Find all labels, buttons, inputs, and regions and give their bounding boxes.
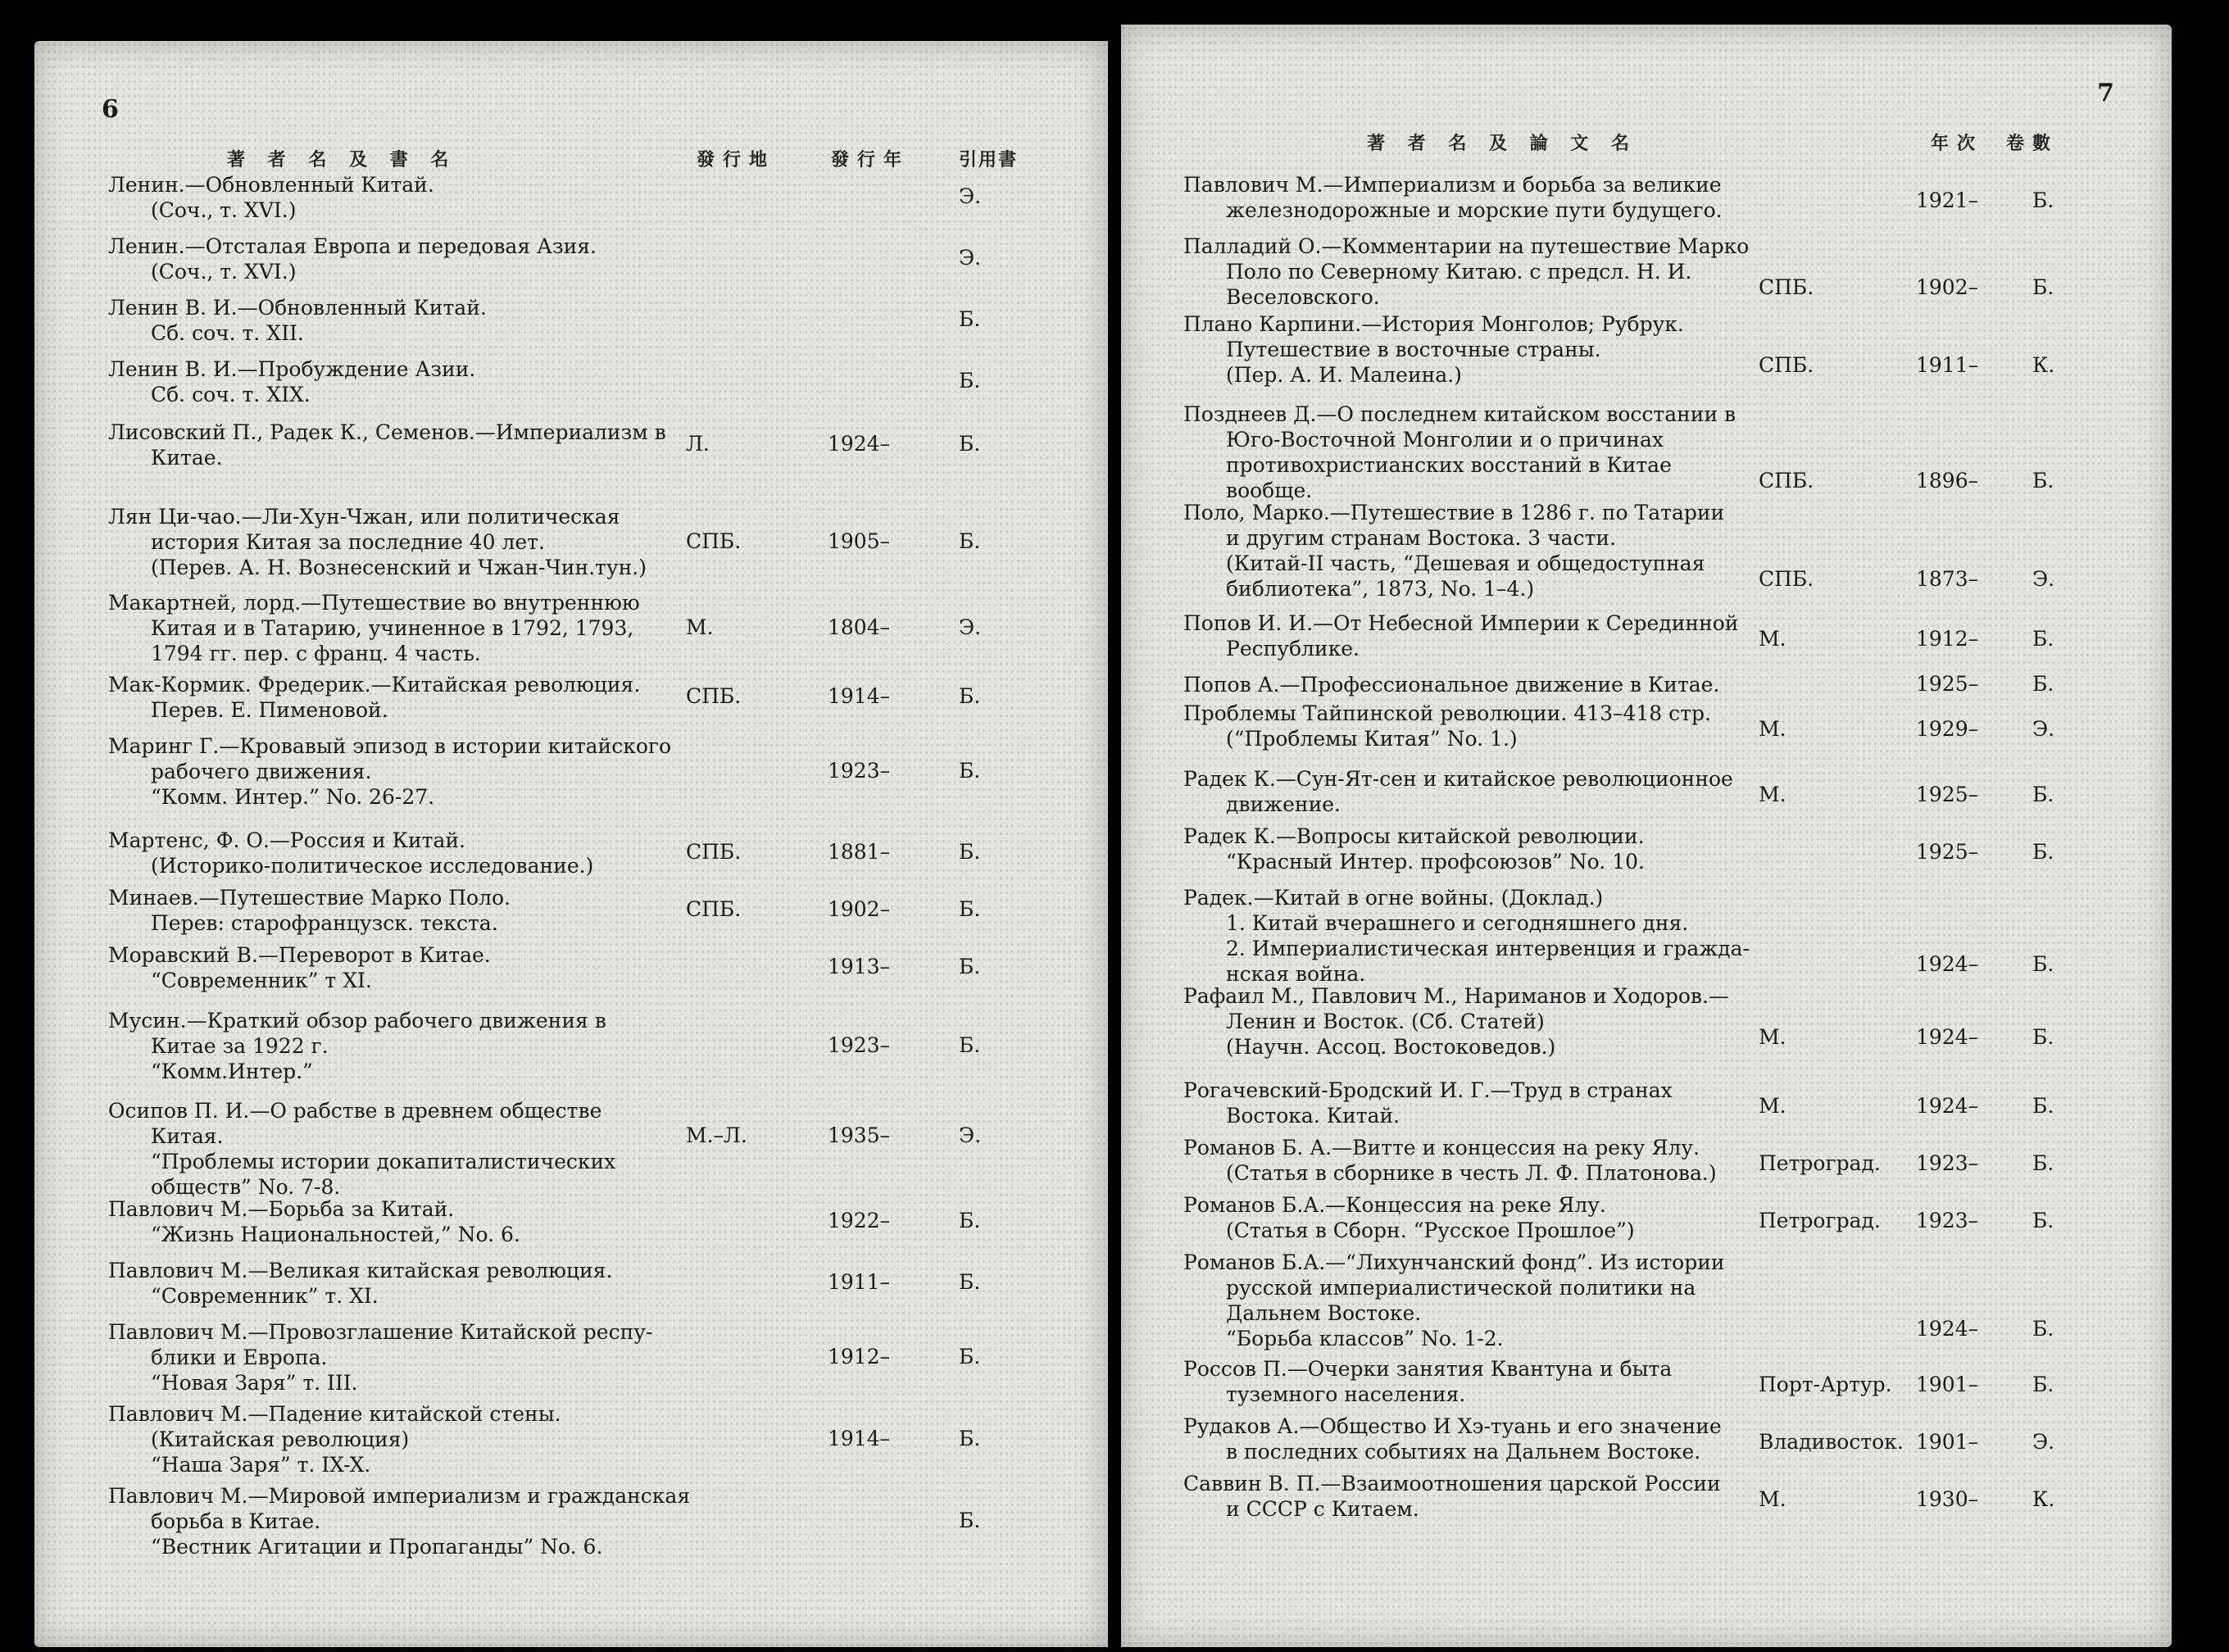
entry-author-title: Осипов П. И.—О рабстве в древнем обществе xyxy=(108,1099,602,1123)
entry-detail-line: Китая и в Татарию, учиненное в 1792, 1793, xyxy=(151,616,634,640)
entry-author-title: Рудаков А.—Общество И Хэ-туань и его значение xyxy=(1183,1414,1722,1438)
bibliography-entry xyxy=(1183,672,1719,697)
entry-year: 1924– xyxy=(1916,1094,1979,1118)
entry-code: Б. xyxy=(2032,1025,2054,1049)
entry-code: Э. xyxy=(959,246,982,270)
entry-detail-line: 2. Империалистическая интервенция и гражда- xyxy=(1226,937,1750,960)
entry-detail-line: Перев. Е. Пименовой. xyxy=(151,698,388,722)
entry-author-title: Павлович М.—Борьба за Китай. xyxy=(108,1197,455,1221)
entry-code: Э. xyxy=(2032,567,2055,591)
entry-author-title: Радек.—Китай в огне войны. (Доклад.) xyxy=(1183,886,1604,910)
bibliography-entry xyxy=(108,420,666,470)
entry-author-title: Ленин В. И.—Обновленный Китай. xyxy=(108,296,487,320)
bibliography-entry xyxy=(1183,1192,1635,1243)
entry-author-title: Минаев.—Путешествие Марко Поло. xyxy=(108,886,511,910)
entry-year: 1902– xyxy=(1916,275,1979,299)
entry-year: 1911– xyxy=(1916,353,1979,377)
bibliography-entry xyxy=(108,1258,612,1309)
entry-detail-line: (“Проблемы Китая” No. 1.) xyxy=(1226,727,1518,751)
entry-place: Петроград. xyxy=(1759,1151,1881,1175)
entry-place: СПБ. xyxy=(686,840,742,864)
entry-detail-line: “Комм.Интер.” xyxy=(151,1060,313,1083)
entry-code: Б. xyxy=(959,759,981,783)
entry-code: Б. xyxy=(959,1427,981,1450)
entry-detail-line: (Научн. Ассоц. Востоковедов.) xyxy=(1226,1035,1556,1059)
entry-author-title: Ленин В. И.—Пробуждение Азии. xyxy=(108,357,476,381)
bibliography-entry xyxy=(1183,1414,1722,1464)
entry-detail-line: Поло по Северному Китаю. с предсл. Н. И. xyxy=(1226,260,1692,284)
entry-year: 1925– xyxy=(1916,840,1979,864)
entry-detail-line: Веселовского. xyxy=(1226,285,1380,309)
entry-detail-line: “Борьба классов” No. 1-2. xyxy=(1226,1327,1504,1350)
header-code: 引用書 xyxy=(959,149,1019,170)
header-ref: 卷數 xyxy=(2006,133,2059,154)
bibliography-entry xyxy=(1183,701,1711,751)
entry-code: Б. xyxy=(959,529,981,553)
entry-detail-line: библиотека”, 1873, No. 1–4.) xyxy=(1226,577,1535,601)
bibliography-entry xyxy=(1183,1078,1673,1128)
page-number: 7 xyxy=(2097,79,2114,107)
entry-year: 1923– xyxy=(828,1033,891,1057)
entry-detail-line: и другим странам Востока. 3 части. xyxy=(1226,526,1617,550)
entry-code: Б. xyxy=(959,684,981,708)
entry-year: 1911– xyxy=(828,1270,891,1294)
bibliography-entry xyxy=(1183,983,1729,1060)
entry-author-title: Романов Б. А.—Витте и концессия на реку Ялу. xyxy=(1183,1136,1700,1160)
entry-code: Б. xyxy=(2032,469,2054,492)
entry-author-title: Россов П.—Очерки занятия Квантуна и быта xyxy=(1183,1357,1673,1381)
entry-author-title: Романов Б.А.—“Лихунчанский фонд”. Из истории xyxy=(1183,1250,1725,1274)
entry-code: Б. xyxy=(2032,952,2054,976)
entry-detail-line: “Жизнь Национальностей,” No. 6. xyxy=(151,1223,520,1246)
entry-detail-line: (Китай-II часть, “Дешевая и общедоступная xyxy=(1226,551,1705,575)
entry-year: 1923– xyxy=(828,759,891,783)
entry-code: Б. xyxy=(2032,275,2054,299)
entry-code: Б. xyxy=(959,1209,981,1232)
entry-place: М. xyxy=(1759,783,1786,806)
entry-code: Э. xyxy=(2032,717,2055,741)
entry-detail-line: (Статья в сборнике в честь Л. Ф. Платонова.) xyxy=(1226,1161,1717,1185)
bibliography-entry xyxy=(1183,311,1684,388)
entry-detail-line: Дальнем Востоке. xyxy=(1226,1301,1422,1325)
bibliography-entry xyxy=(1183,500,1724,601)
bibliography-entry xyxy=(108,828,593,878)
entry-author-title: Палладий О.—Комментарии на путешествие Марко xyxy=(1183,234,1750,258)
entry-place: М.–Л. xyxy=(686,1123,747,1147)
entry-place: Л. xyxy=(686,432,710,456)
entry-author-title: Мусин.—Краткий обзор рабочего движения в xyxy=(108,1009,606,1032)
entry-code: Б. xyxy=(2032,1151,2054,1175)
entry-place: Петроград. xyxy=(1759,1209,1881,1232)
entry-code: Б. xyxy=(959,840,981,864)
entry-year: 1901– xyxy=(1916,1373,1979,1396)
entry-place: Порт-Артур. xyxy=(1759,1373,1892,1396)
entry-year: 1924– xyxy=(1916,1025,1979,1049)
entry-detail-line: (Китайская революция) xyxy=(151,1427,410,1451)
entry-year: 1881– xyxy=(828,840,891,864)
entry-author-title: Мак-Кормик. Фредерик.—Китайская революция. xyxy=(108,673,641,697)
entry-author-title: Рафаил М., Павлович М., Нариманов и Ходоров.— xyxy=(1183,984,1729,1008)
entry-place: Владивосток. xyxy=(1759,1430,1904,1454)
entry-year: 1921– xyxy=(1916,188,1979,212)
entry-code: Б. xyxy=(2032,783,2054,806)
entry-detail-line: вообще. xyxy=(1226,479,1313,502)
entry-author-title: Поло, Марко.—Путешествие в 1286 г. по Татарии xyxy=(1183,501,1725,524)
bibliography-entry xyxy=(1183,234,1749,310)
bibliography-entry xyxy=(108,942,491,993)
bibliography-entry xyxy=(108,672,640,723)
entry-code: Э. xyxy=(959,615,982,639)
bibliography-entry xyxy=(1183,1135,1717,1186)
entry-code: Б. xyxy=(959,1270,981,1294)
entry-place: М. xyxy=(1759,1094,1786,1118)
entry-detail-line: “Красный Интер. профсоюзов” No. 10. xyxy=(1226,850,1645,874)
entry-detail-line: Сб. соч. т. XIX. xyxy=(151,383,311,406)
entry-detail-line: (Соч., т. XVI.) xyxy=(151,198,297,222)
entry-author-title: Мартенс, Ф. О.—Россия и Китай. xyxy=(108,828,465,852)
entry-author-title: Попов А.—Профессиональное движение в Китае. xyxy=(1183,673,1720,697)
bibliography-entry xyxy=(1183,1250,1725,1351)
entry-author-title: Ленин.—Обновленный Китай. xyxy=(108,173,434,197)
entry-year: 1902– xyxy=(828,897,891,921)
entry-year: 1914– xyxy=(828,684,891,708)
header-place: 發行地 xyxy=(697,149,776,170)
entry-detail-line: блики и Европа. xyxy=(151,1346,328,1369)
bibliography-entry xyxy=(108,1098,615,1200)
entry-detail-line: Востока. Китай. xyxy=(1226,1104,1401,1128)
entry-detail-line: (Историко-политическое исследование.) xyxy=(151,854,594,878)
entry-place: М. xyxy=(1759,717,1786,741)
entry-place: СПБ. xyxy=(1759,567,1814,591)
entry-author-title: Романов Б.А.—Концессия на реке Ялу. xyxy=(1183,1193,1606,1217)
entry-detail-line: Республике. xyxy=(1226,637,1360,660)
entry-year: 1923– xyxy=(1916,1151,1979,1175)
entry-detail-line: туземного населения. xyxy=(1226,1382,1466,1406)
entry-detail-line: “Комм. Интер.” No. 26-27. xyxy=(151,785,435,809)
entry-detail-line: и СССР с Китаем. xyxy=(1226,1497,1419,1521)
entry-detail-line: русской империалистической политики на xyxy=(1226,1276,1696,1300)
header-year: 發行年 xyxy=(831,149,910,170)
entry-year: 1896– xyxy=(1916,469,1979,492)
entry-author-title: Попов И. И.—От Небесной Империи к Серединной xyxy=(1183,611,1739,635)
bibliography-entry xyxy=(108,590,640,666)
entry-place: СПБ. xyxy=(686,897,742,921)
entry-place: СПБ. xyxy=(686,684,742,708)
bibliography-entry xyxy=(108,234,597,284)
entry-detail-line: (Перев. А. Н. Вознесенский и Чжан-Чин.тун.) xyxy=(151,556,647,579)
entry-author-title: Павлович М.—Падение китайской стены. xyxy=(108,1402,561,1426)
entry-author-title: Моравский В.—Переворот в Китае. xyxy=(108,943,491,967)
entry-author-title: Позднеев Д.—О последнем китайском восстании в xyxy=(1183,402,1736,426)
entry-detail-line: в последних событиях на Дальнем Востоке. xyxy=(1226,1440,1701,1464)
entry-code: Б. xyxy=(959,307,981,331)
entry-code: Б. xyxy=(2032,1094,2054,1118)
entry-code: Б. xyxy=(959,1345,981,1368)
bibliography-entry xyxy=(1183,610,1738,661)
entry-author-title: Павлович М.—Империализм и борьба за великие xyxy=(1183,173,1722,197)
entry-detail-line: движение. xyxy=(1226,792,1341,816)
entry-place: СПБ. xyxy=(1759,353,1814,377)
entry-place: М. xyxy=(1759,1487,1786,1511)
entry-year: 1924– xyxy=(1916,1317,1979,1341)
bibliography-entry xyxy=(108,1483,690,1559)
bibliography-entry xyxy=(1183,402,1736,503)
entry-code: Б. xyxy=(2032,1209,2054,1232)
entry-author-title: Проблемы Тайпинской революции. 413–418 стр. xyxy=(1183,701,1711,725)
entry-detail-line: Путешествие в восточные страны. xyxy=(1226,338,1601,361)
bibliography-entry xyxy=(108,1319,652,1396)
entry-detail-line: противохристианских восстаний в Китае xyxy=(1226,453,1672,477)
entry-code: Б. xyxy=(959,369,981,393)
entry-author-title: Ленин.—Отсталая Европа и передовая Азия. xyxy=(108,234,597,258)
entry-detail-line: (Соч., т. XVI.) xyxy=(151,260,297,284)
bibliography-entry xyxy=(108,504,647,580)
bibliography-entry xyxy=(108,295,487,346)
entry-author-title: Лисовский П., Радек К., Семенов.—Империализм в xyxy=(108,420,666,444)
entry-detail-line: Перев: старофранцузск. текста. xyxy=(151,911,498,935)
entry-code: Б. xyxy=(959,897,981,921)
entry-detail-line: 1794 гг. пер. с франц. 4 часть. xyxy=(151,642,481,665)
entry-code: Б. xyxy=(959,1033,981,1057)
entry-place: СПБ. xyxy=(1759,275,1814,299)
bibliography-entry xyxy=(108,356,475,407)
entry-place: СПБ. xyxy=(1759,469,1814,492)
entry-detail-line: Китае. xyxy=(151,446,223,470)
entry-author-title: Радек К.—Сун-Ят-сен и китайское революционное xyxy=(1183,767,1733,791)
bibliography-entry xyxy=(1183,824,1645,874)
entry-year: 1930– xyxy=(1916,1487,1979,1511)
entry-code: Б. xyxy=(959,432,981,456)
entry-code: Э. xyxy=(959,1123,982,1147)
entry-year: 1925– xyxy=(1916,672,1979,696)
entry-detail-line: железнодорожные и морские пути будущего. xyxy=(1226,198,1723,222)
entry-code: К. xyxy=(2032,353,2055,377)
entry-detail-line: Китая. xyxy=(151,1124,224,1148)
entry-year: 1923– xyxy=(1916,1209,1979,1232)
entry-detail-line: (Статья в Сборн. “Русское Прошлое”) xyxy=(1226,1219,1635,1242)
entry-code: Б. xyxy=(2032,672,2054,696)
entry-author-title: Саввин В. П.—Взаимоотношения царской России xyxy=(1183,1472,1721,1495)
bibliography-entry xyxy=(108,733,671,810)
entry-year: 1912– xyxy=(1916,627,1979,651)
entry-detail-line: 1. Китай вчерашнего и сегодняшнего дня. xyxy=(1226,911,1689,935)
bibliography-list xyxy=(1121,25,2172,1647)
entry-detail-line: рабочего движения. xyxy=(151,760,372,783)
entry-code: Б. xyxy=(2032,188,2054,212)
entry-place: М. xyxy=(1759,1025,1786,1049)
entry-detail-line: Китае за 1922 г. xyxy=(151,1034,329,1058)
entry-year: 1924– xyxy=(828,432,891,456)
entry-place: М. xyxy=(1759,627,1786,651)
bibliography-entry xyxy=(1183,1471,1721,1522)
left-page xyxy=(34,41,1108,1647)
entry-code: Э. xyxy=(2032,1430,2055,1454)
bibliography-entry xyxy=(108,1401,561,1477)
header-author-title: 著 者 名 及 書 名 xyxy=(227,149,457,170)
entry-detail-line: “Современник” т. XI. xyxy=(151,1284,379,1308)
entry-detail-line: “Современник” т XI. xyxy=(151,969,372,992)
entry-year: 1913– xyxy=(828,955,891,978)
entry-detail-line: (Пер. А. И. Малеина.) xyxy=(1226,363,1462,387)
entry-author-title: Павлович М.—Великая китайская революция. xyxy=(108,1259,613,1282)
bibliography-entry xyxy=(108,172,434,223)
entry-detail-line: “Новая Заря” т. III. xyxy=(151,1371,358,1395)
entry-author-title: Павлович М.—Провозглашение Китайской респу- xyxy=(108,1320,653,1344)
bibliography-entry xyxy=(108,1008,606,1084)
entry-code: К. xyxy=(2032,1487,2055,1511)
header-year: 年次 xyxy=(1931,133,1984,154)
bibliography-entry xyxy=(1183,1356,1672,1407)
bibliography-list xyxy=(34,41,1108,1647)
bibliography-entry xyxy=(108,1196,520,1247)
entry-author-title: Плано Карпини.—История Монголов; Рубрук. xyxy=(1183,312,1684,336)
right-page xyxy=(1121,25,2172,1647)
entry-place: М. xyxy=(686,615,714,639)
entry-code: Б. xyxy=(2032,627,2054,651)
entry-code: Б. xyxy=(959,1509,981,1532)
entry-year: 1929– xyxy=(1916,717,1979,741)
entry-author-title: Макартней, лорд.—Путешествие во внутреннюю xyxy=(108,591,640,615)
entry-place: СПБ. xyxy=(686,529,742,553)
header-author-title: 著 者 名 及 論 文 名 xyxy=(1367,133,1637,154)
entry-detail-line: Юго-Восточной Монголии и о причинах xyxy=(1226,428,1664,452)
entry-detail-line: обществ” No. 7-8. xyxy=(151,1175,341,1199)
entry-year: 1912– xyxy=(828,1345,891,1368)
entry-year: 1905– xyxy=(828,529,891,553)
entry-year: 1901– xyxy=(1916,1430,1979,1454)
page-number: 6 xyxy=(102,95,119,124)
entry-code: Б. xyxy=(959,955,981,978)
bibliography-entry xyxy=(1183,172,1723,223)
entry-detail-line: “Вестник Агитации и Пропаганды” No. 6. xyxy=(151,1535,603,1559)
entry-detail-line: “Наша Заря” т. IX-X. xyxy=(151,1453,371,1477)
entry-detail-line: Ленин и Восток. (Сб. Статей) xyxy=(1226,1010,1545,1033)
entry-author-title: Лян Ци-чао.—Ли-Хун-Чжан, или политическая xyxy=(108,505,620,529)
entry-author-title: Радек К.—Вопросы китайской революции. xyxy=(1183,824,1645,848)
entry-code: Э. xyxy=(959,184,982,208)
entry-year: 1922– xyxy=(828,1209,891,1232)
bibliography-entry xyxy=(1183,885,1750,987)
entry-detail-line: борьба в Китае. xyxy=(151,1509,321,1533)
entry-code: Б. xyxy=(2032,1373,2054,1396)
bibliography-entry xyxy=(1183,766,1733,817)
entry-author-title: Маринг Г.—Кровавый эпизод в истории китайского xyxy=(108,734,672,758)
entry-detail-line: история Китая за последние 40 лет. xyxy=(151,530,545,554)
entry-year: 1804– xyxy=(828,615,891,639)
entry-detail-line: “Проблемы истории докапиталистических xyxy=(151,1150,616,1173)
entry-year: 1914– xyxy=(828,1427,891,1450)
entry-author-title: Павлович М.—Мировой империализм и гражданская xyxy=(108,1484,691,1508)
entry-year: 1924– xyxy=(1916,952,1979,976)
entry-year: 1925– xyxy=(1916,783,1979,806)
entry-author-title: Рогачевский-Бродский И. Г.—Труд в странах xyxy=(1183,1078,1673,1102)
entry-detail-line: нская война. xyxy=(1226,962,1366,986)
entry-code: Б. xyxy=(2032,840,2054,864)
bibliography-entry xyxy=(108,885,511,936)
entry-code: Б. xyxy=(2032,1317,2054,1341)
entry-year: 1935– xyxy=(828,1123,891,1147)
entry-detail-line: Сб. соч. т. XII. xyxy=(151,321,304,345)
entry-year: 1873– xyxy=(1916,567,1979,591)
